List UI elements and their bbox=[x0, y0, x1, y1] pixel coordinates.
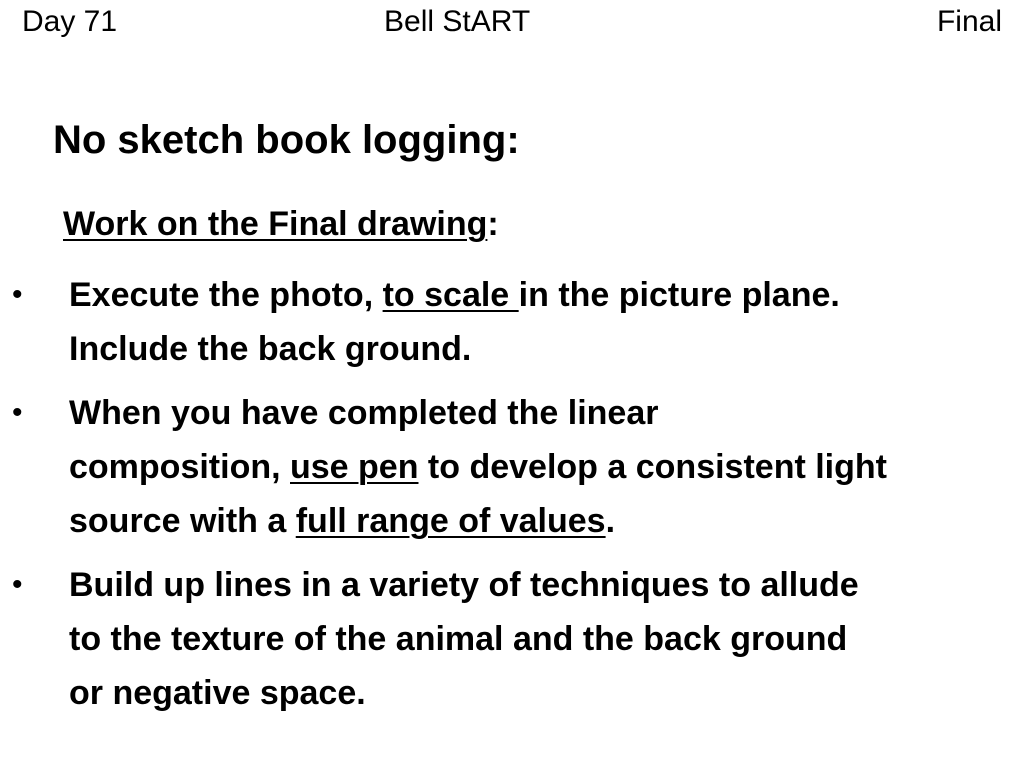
text-run: source with a bbox=[69, 502, 296, 540]
slide-title: No sketch book logging: bbox=[53, 118, 520, 162]
bullet-item bbox=[0, 386, 1024, 548]
subheading bbox=[63, 203, 499, 245]
bullet-line bbox=[69, 322, 1018, 376]
text-run: Build up lines in a variety of techniques to allude bbox=[69, 566, 859, 604]
underlined-text: use pen bbox=[290, 448, 419, 486]
bullet-line bbox=[69, 440, 1018, 494]
bullet-item bbox=[0, 558, 1024, 720]
underlined-text: full range of values bbox=[295, 502, 606, 540]
bullet-line bbox=[69, 612, 1018, 666]
text-run: When you have completed the linear bbox=[69, 394, 659, 432]
text-run: to develop a consistent light bbox=[418, 448, 887, 486]
bullet-item bbox=[0, 268, 1024, 376]
bullet-dot-icon: • bbox=[12, 396, 23, 429]
subheading-colon: : bbox=[487, 205, 499, 243]
underlined-text: to scale bbox=[382, 276, 519, 314]
subheading-underlined: Work on the Final drawing bbox=[63, 205, 488, 243]
bullet-line bbox=[69, 268, 1018, 322]
bullet-line bbox=[69, 494, 1018, 548]
text-run: to the texture of the animal and the back ground bbox=[69, 620, 848, 658]
bullet-line bbox=[69, 558, 1018, 612]
header-day: Day 71 bbox=[22, 5, 118, 38]
bullet-line bbox=[69, 386, 1018, 440]
bullet-list bbox=[0, 268, 1024, 730]
text-run: composition, bbox=[69, 448, 290, 486]
text-run: Include the back ground. bbox=[69, 330, 472, 368]
bullet-dot-icon: • bbox=[12, 568, 23, 601]
text-run: in the picture plane. bbox=[518, 276, 840, 314]
text-run: or negative space. bbox=[69, 674, 366, 712]
text-run: Execute the photo, bbox=[69, 276, 383, 314]
text-run: . bbox=[605, 502, 616, 540]
header-final: Final bbox=[936, 5, 1002, 38]
bullet-line bbox=[69, 666, 1018, 720]
bullet-dot-icon: • bbox=[12, 278, 23, 311]
header-bell-start: Bell StART bbox=[384, 5, 531, 38]
